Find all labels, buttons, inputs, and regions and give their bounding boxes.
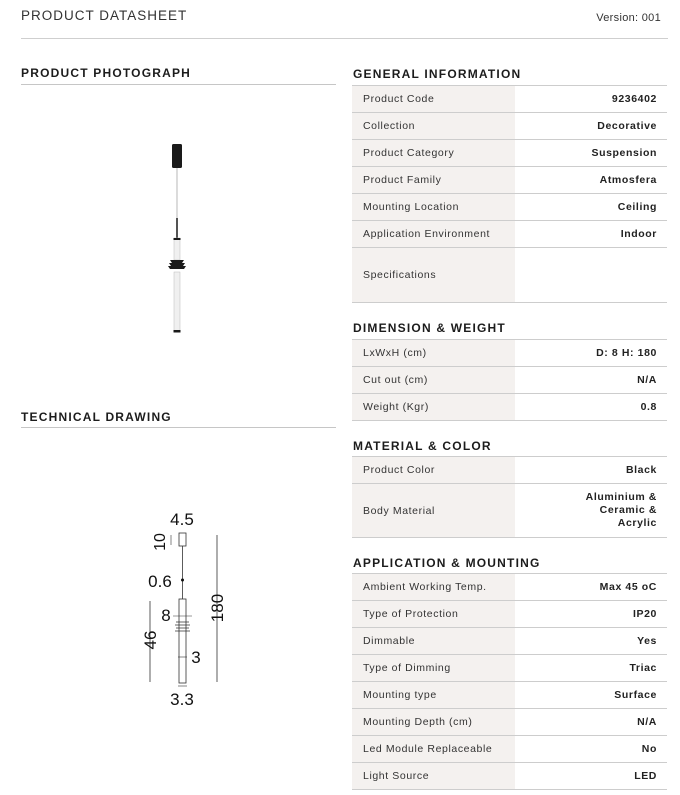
value-line: Aluminium & [585, 491, 657, 503]
row-value: Indoor [620, 227, 657, 240]
application-table [352, 573, 667, 790]
ceramic-rings [168, 260, 186, 269]
row-value: 9236402 [611, 92, 657, 105]
header-bar [21, 0, 668, 39]
section-title-dimension: DIMENSION & WEIGHT [353, 321, 506, 335]
section-divider [21, 427, 336, 428]
canopy-outline [179, 533, 186, 546]
row-label: Ambient Working Temp. [352, 574, 515, 600]
row-label: Mounting type [352, 682, 515, 708]
section-title-material: MATERIAL & COLOR [353, 439, 492, 453]
table-row [352, 367, 667, 394]
value-line: Ceramic & [599, 504, 657, 516]
row-label: Dimmable [352, 628, 515, 654]
row-label: LxWxH (cm) [352, 340, 515, 366]
row-label: Type of Protection [352, 601, 515, 627]
row-value-multiline [515, 484, 667, 537]
version-label: Version: 001 [596, 12, 661, 24]
lower-tube [174, 272, 180, 332]
table-row [352, 221, 667, 248]
row-value: Ceiling [617, 200, 657, 213]
table-row [352, 628, 667, 655]
row-value: Atmosfera [599, 173, 657, 186]
upper-tube [174, 238, 180, 260]
table-row [352, 601, 667, 628]
row-label: Product Category [352, 140, 515, 166]
cable-marker [181, 579, 184, 582]
table-row [352, 736, 667, 763]
row-value: D: 8 H: 180 [596, 346, 657, 359]
row-label: Collection [352, 113, 515, 139]
table-row [352, 574, 667, 601]
table-row [352, 86, 667, 113]
rings-outline [175, 622, 190, 631]
section-title-application: APPLICATION & MOUNTING [353, 556, 541, 570]
dim-body-diameter: 8 [161, 606, 171, 625]
row-label: Mounting Depth (cm) [352, 709, 515, 735]
table-row [352, 248, 667, 303]
table-row [352, 140, 667, 167]
row-label: Weight (Kgr) [352, 394, 515, 420]
dim-total-height: 180 [208, 593, 227, 623]
table-row [352, 709, 667, 736]
row-value: Surface [614, 688, 657, 701]
dim-tube: 3 [191, 648, 201, 667]
dim-cable: 0.6 [148, 572, 172, 591]
section-title-photograph: PRODUCT PHOTOGRAPH [21, 66, 192, 80]
row-value: Yes [637, 634, 657, 647]
row-value: 0.8 [640, 400, 657, 413]
row-value: Decorative [597, 119, 657, 132]
section-title-drawing: TECHNICAL DRAWING [21, 410, 172, 424]
technical-drawing [130, 500, 240, 710]
document-title: PRODUCT DATASHEET [21, 8, 188, 23]
row-label: Body Material [352, 484, 515, 537]
row-value: Black [625, 463, 657, 476]
row-label: Type of Dimming [352, 655, 515, 681]
canopy [172, 144, 182, 168]
row-label: Product Color [352, 457, 515, 483]
row-label: Led Module Replaceable [352, 736, 515, 762]
row-value: IP20 [633, 607, 657, 620]
row-label: Product Code [352, 86, 515, 112]
table-row [352, 194, 667, 221]
product-photograph [130, 130, 230, 350]
row-label: Cut out (cm) [352, 367, 515, 393]
table-row [352, 682, 667, 709]
body-outline [179, 599, 186, 683]
table-row [352, 484, 667, 538]
row-value: LED [634, 769, 657, 782]
row-label: Light Source [352, 763, 515, 789]
table-row [352, 457, 667, 484]
table-row [352, 655, 667, 682]
value-line: Acrylic [617, 517, 657, 529]
tube-cap [174, 238, 181, 240]
material-table [352, 456, 667, 538]
row-value: Suspension [591, 146, 657, 159]
general-info-table [352, 85, 667, 303]
table-row [352, 167, 667, 194]
dimension-table [352, 339, 667, 421]
row-value: Triac [629, 661, 657, 674]
row-value: N/A [637, 715, 657, 728]
dim-body-length: 46 [141, 630, 160, 650]
row-value: No [641, 742, 657, 755]
row-label: Mounting Location [352, 194, 515, 220]
section-title-general: GENERAL INFORMATION [353, 67, 522, 81]
table-row [352, 763, 667, 790]
row-value: N/A [637, 373, 657, 386]
table-row [352, 113, 667, 140]
row-value [515, 248, 667, 302]
dim-bottom: 3.3 [170, 690, 194, 709]
row-label: Product Family [352, 167, 515, 193]
row-label: Application Environment [352, 221, 515, 247]
section-divider [21, 84, 336, 85]
row-value: Max 45 oC [599, 580, 657, 593]
table-row [352, 340, 667, 367]
row-label: Specifications [352, 248, 515, 302]
dim-width-top: 4.5 [170, 510, 194, 529]
dim-canopy-height: 10 [152, 533, 169, 551]
bottom-cap [174, 330, 181, 333]
table-row [352, 394, 667, 421]
